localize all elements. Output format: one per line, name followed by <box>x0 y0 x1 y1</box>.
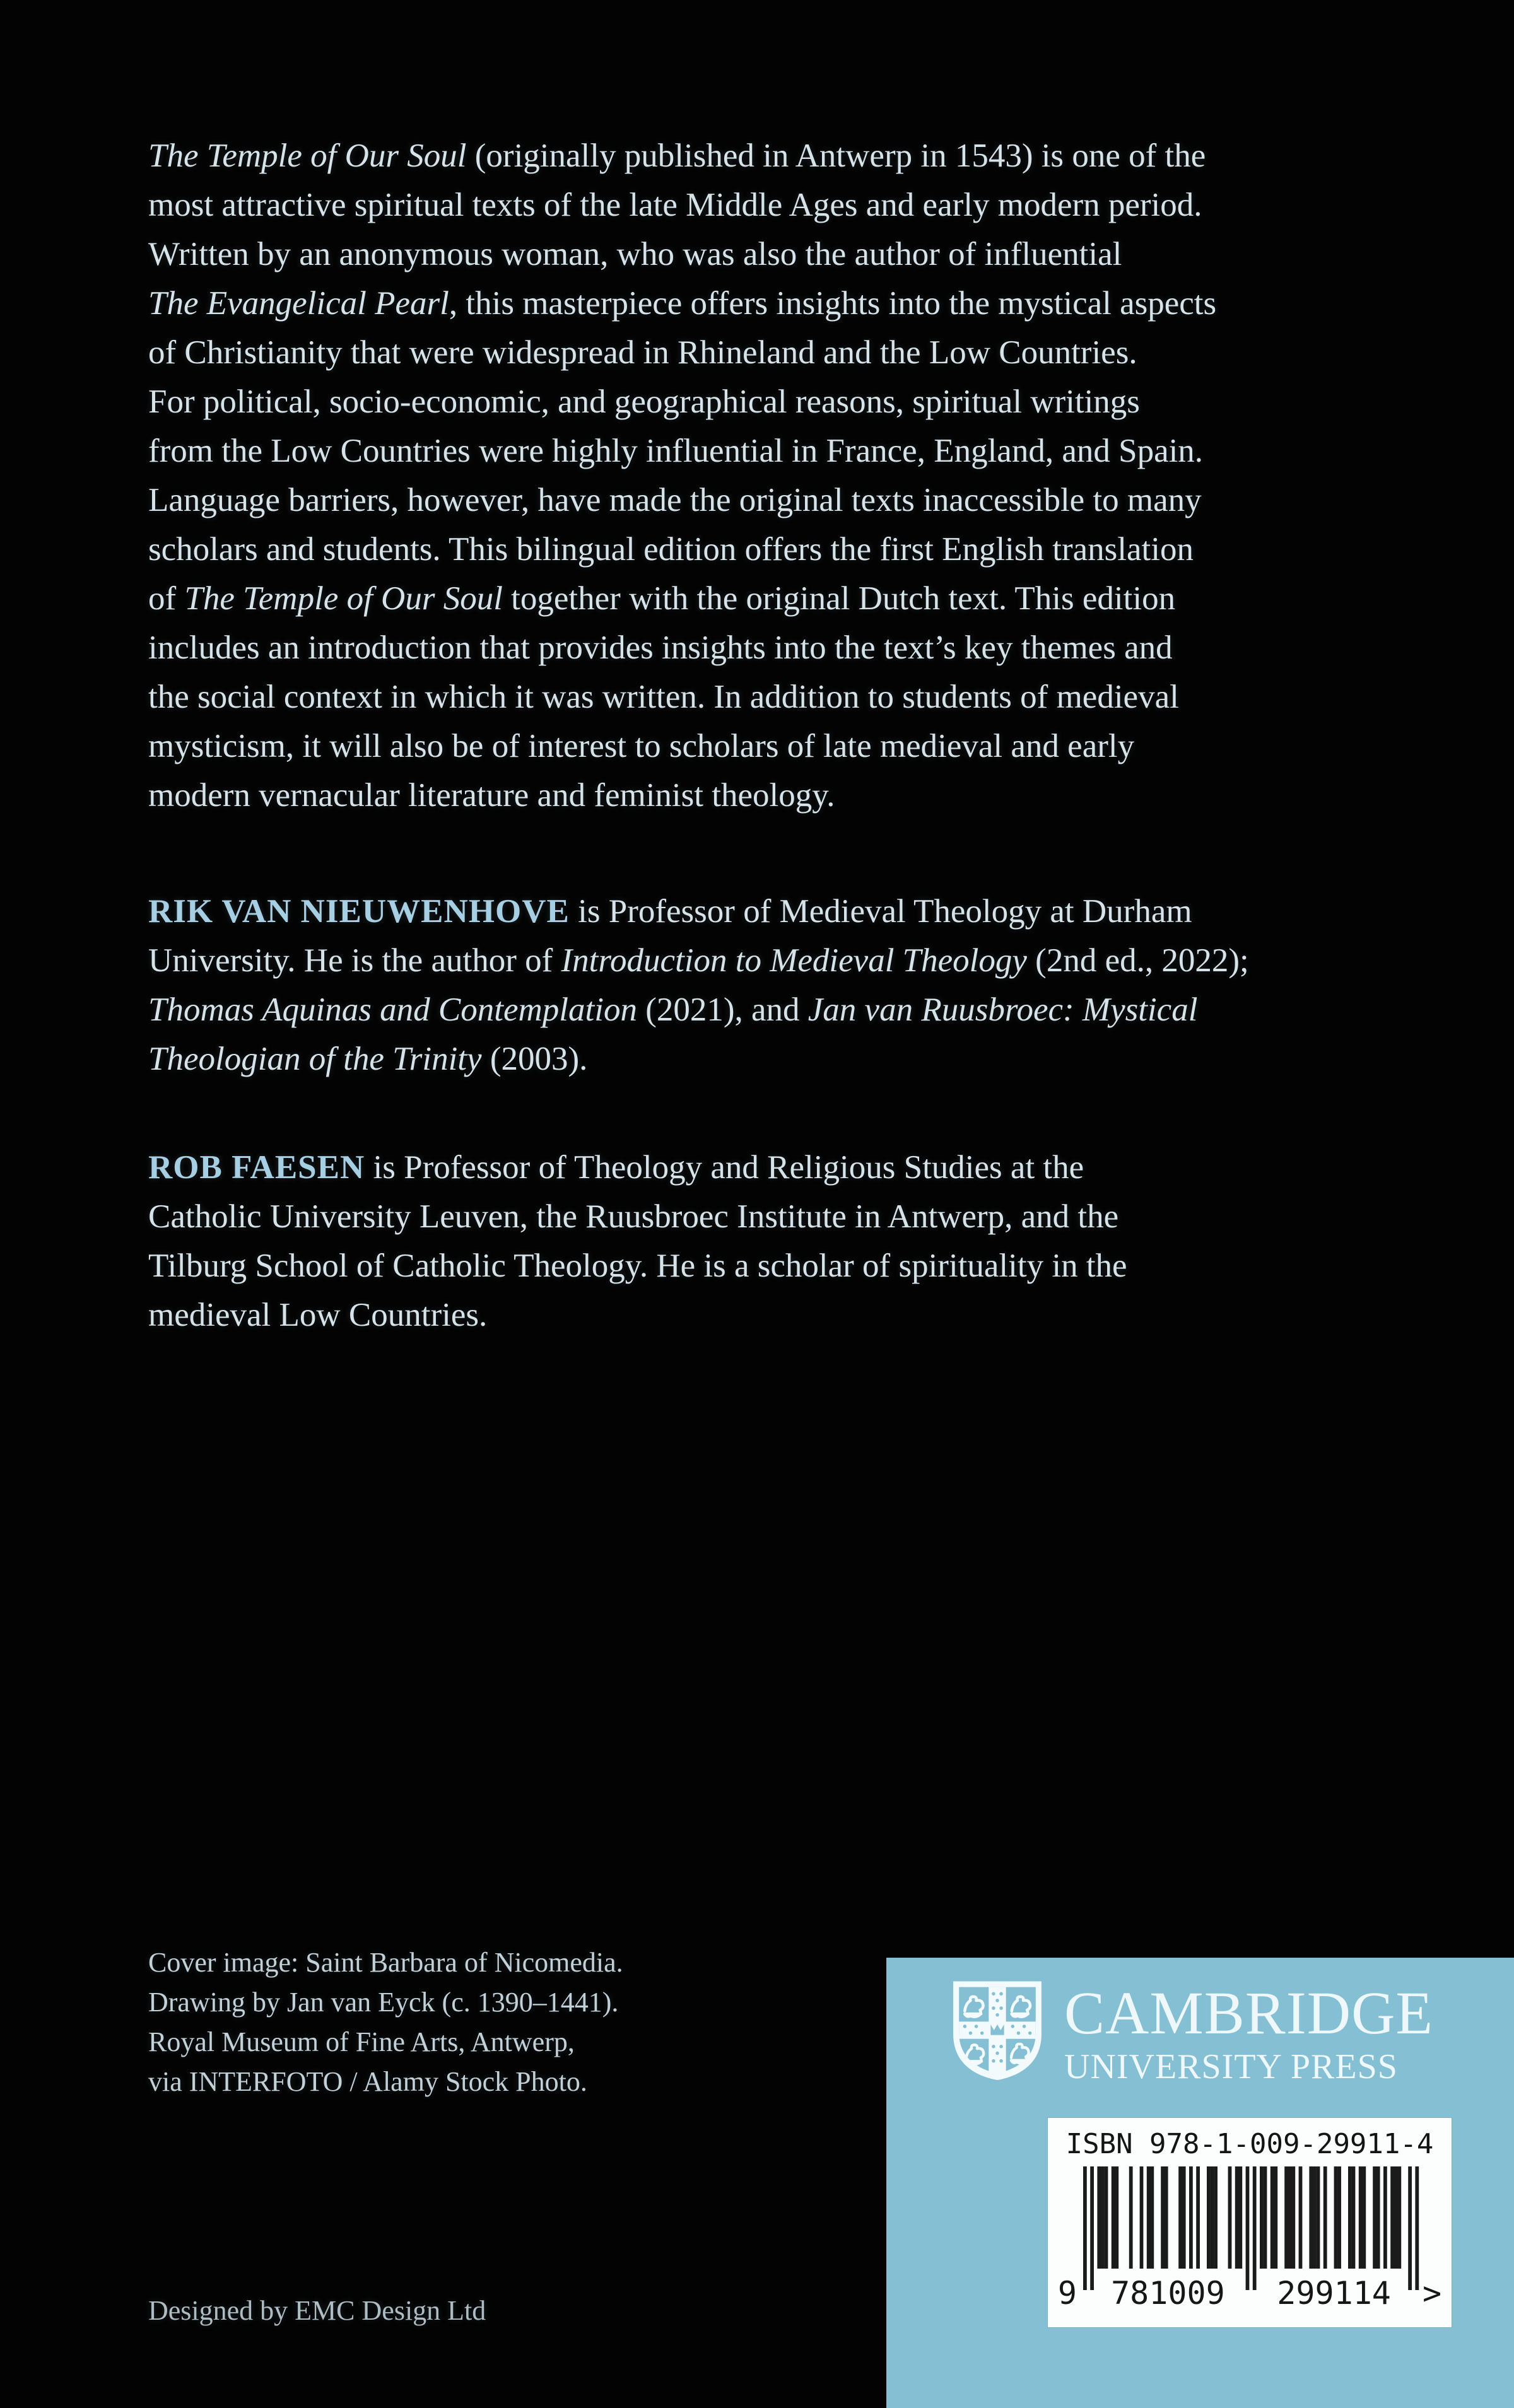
barcode-bar <box>1182 2166 1186 2269</box>
text-run: Cover image: Saint Barbara of Nicomedia. <box>148 1947 623 1978</box>
barcode-bar <box>1235 2166 1239 2269</box>
text-line <box>148 1143 1127 1192</box>
barcode-digits-mid: 781009 <box>1111 2275 1225 2308</box>
text-run: most attractive spiritual texts of the late Middle Ages and early modern period. <box>148 187 1202 223</box>
barcode-bar <box>1147 2166 1151 2269</box>
text-line <box>148 771 1216 820</box>
text-line <box>148 1034 1249 1084</box>
text-run: , this masterpiece offers insights into the mystical aspects <box>449 285 1217 322</box>
barcode-bar <box>1178 2166 1182 2269</box>
author-bio-rob <box>148 1143 1127 1340</box>
barcode-bar <box>1383 2166 1387 2269</box>
barcode-bar <box>1299 2166 1303 2269</box>
text-run: (2021), and <box>637 991 808 1028</box>
text-run: (originally published in Antwerp in 1543) is one of the <box>466 137 1206 174</box>
text-run: Tilburg School of Catholic Theology. He is a scholar of spirituality in the <box>148 1248 1127 1284</box>
barcode-bar <box>1165 2166 1168 2269</box>
text-line <box>148 377 1216 426</box>
isbn-barcode <box>1054 2161 1445 2308</box>
text-run: the social context in which it was written. In addition to students of medieval <box>148 679 1179 715</box>
text-line <box>148 2062 623 2101</box>
barcode-bar <box>1112 2166 1115 2269</box>
text-line <box>148 426 1216 476</box>
text-run: scholars and students. This bilingual edition offers the first English translation <box>148 531 1194 568</box>
barcode-bar <box>1288 2166 1292 2269</box>
barcode-bar <box>1105 2166 1108 2269</box>
text-run: Introduction to Medieval Theology <box>561 942 1027 979</box>
publisher-name-line2: UNIVERSITY PRESS <box>1064 2047 1398 2086</box>
text-line <box>148 476 1216 525</box>
text-run: of Christianity that were widespread in Rhineland and the Low Countries. <box>148 334 1137 371</box>
cambridge-shield-icon <box>949 1977 1045 2084</box>
barcode-bar <box>1090 2166 1094 2290</box>
text-run: Royal Museum of Fine Arts, Antwerp, <box>148 2026 575 2057</box>
text-line <box>148 985 1249 1034</box>
text-line <box>148 623 1216 672</box>
text-line <box>148 936 1249 985</box>
barcode-bar <box>1270 2166 1274 2269</box>
text-run: Jan van Ruusbroec: Mystical <box>807 991 1198 1028</box>
barcode-digits-right: 299114 <box>1277 2275 1391 2308</box>
text-run: University. He is the author of <box>148 942 561 979</box>
text-line <box>148 672 1216 722</box>
barcode-bar <box>1129 2166 1133 2269</box>
barcode-bar <box>1264 2166 1267 2269</box>
barcode-bar <box>1140 2166 1144 2269</box>
barcode-bar <box>1415 2166 1419 2290</box>
cover-image-credit <box>148 1943 623 2101</box>
publisher-logo-row <box>949 1977 1433 2086</box>
designer-credit: Designed by EMC Design Ltd <box>148 2295 486 2326</box>
text-run: Drawing by Jan van Eyck (c. 1390–1441). <box>148 1987 619 2018</box>
barcode-bar <box>1274 2166 1277 2269</box>
barcode-bar <box>1101 2166 1105 2269</box>
text-run: Language barriers, however, have made the original texts inaccessible to many <box>148 482 1202 518</box>
barcode-bar <box>1323 2166 1327 2269</box>
text-run: together with the original Dutch text. This edition <box>502 580 1176 617</box>
text-run: from the Low Countries were highly influential in France, England, and Spain. <box>148 433 1204 469</box>
text-run: (2003). <box>481 1041 588 1077</box>
barcode-bar <box>1352 2166 1356 2269</box>
barcode-bar <box>1408 2166 1412 2290</box>
text-run: (2nd ed., 2022); <box>1026 942 1249 979</box>
barcode-bar <box>1334 2166 1338 2269</box>
barcode-bar <box>1246 2166 1250 2290</box>
author-name: ROB FAESEN <box>148 1149 365 1186</box>
text-line <box>148 131 1216 180</box>
text-line <box>148 279 1216 328</box>
text-run: of <box>148 580 185 617</box>
barcode-bar <box>1390 2166 1394 2269</box>
text-run: includes an introduction that provides insights into the text’s key themes and <box>148 629 1173 666</box>
barcode-bar <box>1238 2166 1242 2269</box>
text-run: Catholic University Leuven, the Ruusbroec Institute in Antwerp, and the <box>148 1198 1119 1235</box>
text-line <box>148 2022 623 2062</box>
text-line <box>148 328 1216 377</box>
barcode-bar <box>1260 2166 1264 2269</box>
text-run: medieval Low Countries. <box>148 1297 488 1333</box>
author-bio-rik <box>148 887 1249 1084</box>
barcode-bar <box>1115 2166 1118 2269</box>
author-name: RIK VAN NIEUWENHOVE <box>148 893 570 930</box>
text-run: Written by an anonymous woman, who was also the author of influential <box>148 236 1122 272</box>
isbn-box <box>1048 2118 1452 2327</box>
barcode-bar <box>1284 2166 1288 2269</box>
barcode-bar <box>1394 2166 1398 2269</box>
text-line <box>148 1241 1127 1290</box>
barcode-bar <box>1313 2166 1317 2269</box>
text-run: The Evangelical Pearl <box>148 285 449 322</box>
barcode-bar <box>1291 2166 1295 2269</box>
text-run: via INTERFOTO / Alamy Stock Photo. <box>148 2066 587 2097</box>
barcode-bar <box>1083 2166 1087 2290</box>
text-run: The Temple of Our Soul <box>148 137 467 174</box>
barcode-bar <box>1348 2166 1352 2269</box>
barcode-bar <box>1097 2166 1101 2269</box>
text-line <box>148 1982 623 2022</box>
text-run: Thomas Aquinas and Contemplation <box>148 991 637 1028</box>
barcode-bar <box>1211 2166 1214 2269</box>
barcode-bar <box>1196 2166 1200 2269</box>
text-run: is Professor of Theology and Religious Studies at the <box>365 1149 1084 1186</box>
text-line <box>148 1943 623 1982</box>
publisher-panel <box>886 1958 1514 2408</box>
barcode-bar <box>1189 2166 1193 2269</box>
text-run: mysticism, it will also be of interest to scholars of late medieval and early <box>148 728 1135 764</box>
barcode-bar <box>1228 2166 1232 2269</box>
text-run: For political, socio-economic, and geographical reasons, spiritual writings <box>148 383 1140 420</box>
publisher-name <box>1064 1980 1433 2086</box>
barcode-bar <box>1376 2166 1380 2269</box>
barcode-bar <box>1317 2166 1320 2269</box>
barcode-bar <box>1253 2166 1257 2290</box>
text-line <box>148 887 1249 936</box>
text-line <box>148 525 1216 574</box>
text-line <box>148 722 1216 771</box>
barcode-bar <box>1161 2166 1165 2269</box>
text-line <box>148 230 1216 279</box>
text-run: The Temple of Our Soul <box>184 580 503 617</box>
barcode-bar <box>1362 2166 1366 2269</box>
publisher-name-line1: CAMBRIDGE <box>1064 1979 1434 2047</box>
text-run: Theologian of the Trinity <box>148 1041 482 1077</box>
text-line <box>148 1192 1127 1241</box>
text-line <box>148 574 1216 623</box>
text-line <box>148 1290 1127 1340</box>
barcode-digit-left: 9 <box>1057 2275 1077 2308</box>
barcode-arrow: > <box>1423 2275 1442 2308</box>
isbn-label: ISBN 978-1-009-29911-4 <box>1065 2128 1434 2160</box>
barcode-bar <box>1397 2166 1401 2269</box>
text-run: modern vernacular literature and feminist theology. <box>148 777 835 814</box>
text-run: is Professor of Medieval Theology at Durham <box>569 893 1192 930</box>
book-blurb <box>148 131 1216 820</box>
barcode-bar <box>1373 2166 1376 2269</box>
barcode-bar <box>1309 2166 1313 2269</box>
barcode-bar <box>1337 2166 1341 2269</box>
barcode-bar <box>1359 2166 1363 2269</box>
barcode-bar <box>1150 2166 1154 2269</box>
barcode-bar <box>1207 2166 1211 2269</box>
text-line <box>148 180 1216 230</box>
barcode-bar <box>1214 2166 1218 2269</box>
